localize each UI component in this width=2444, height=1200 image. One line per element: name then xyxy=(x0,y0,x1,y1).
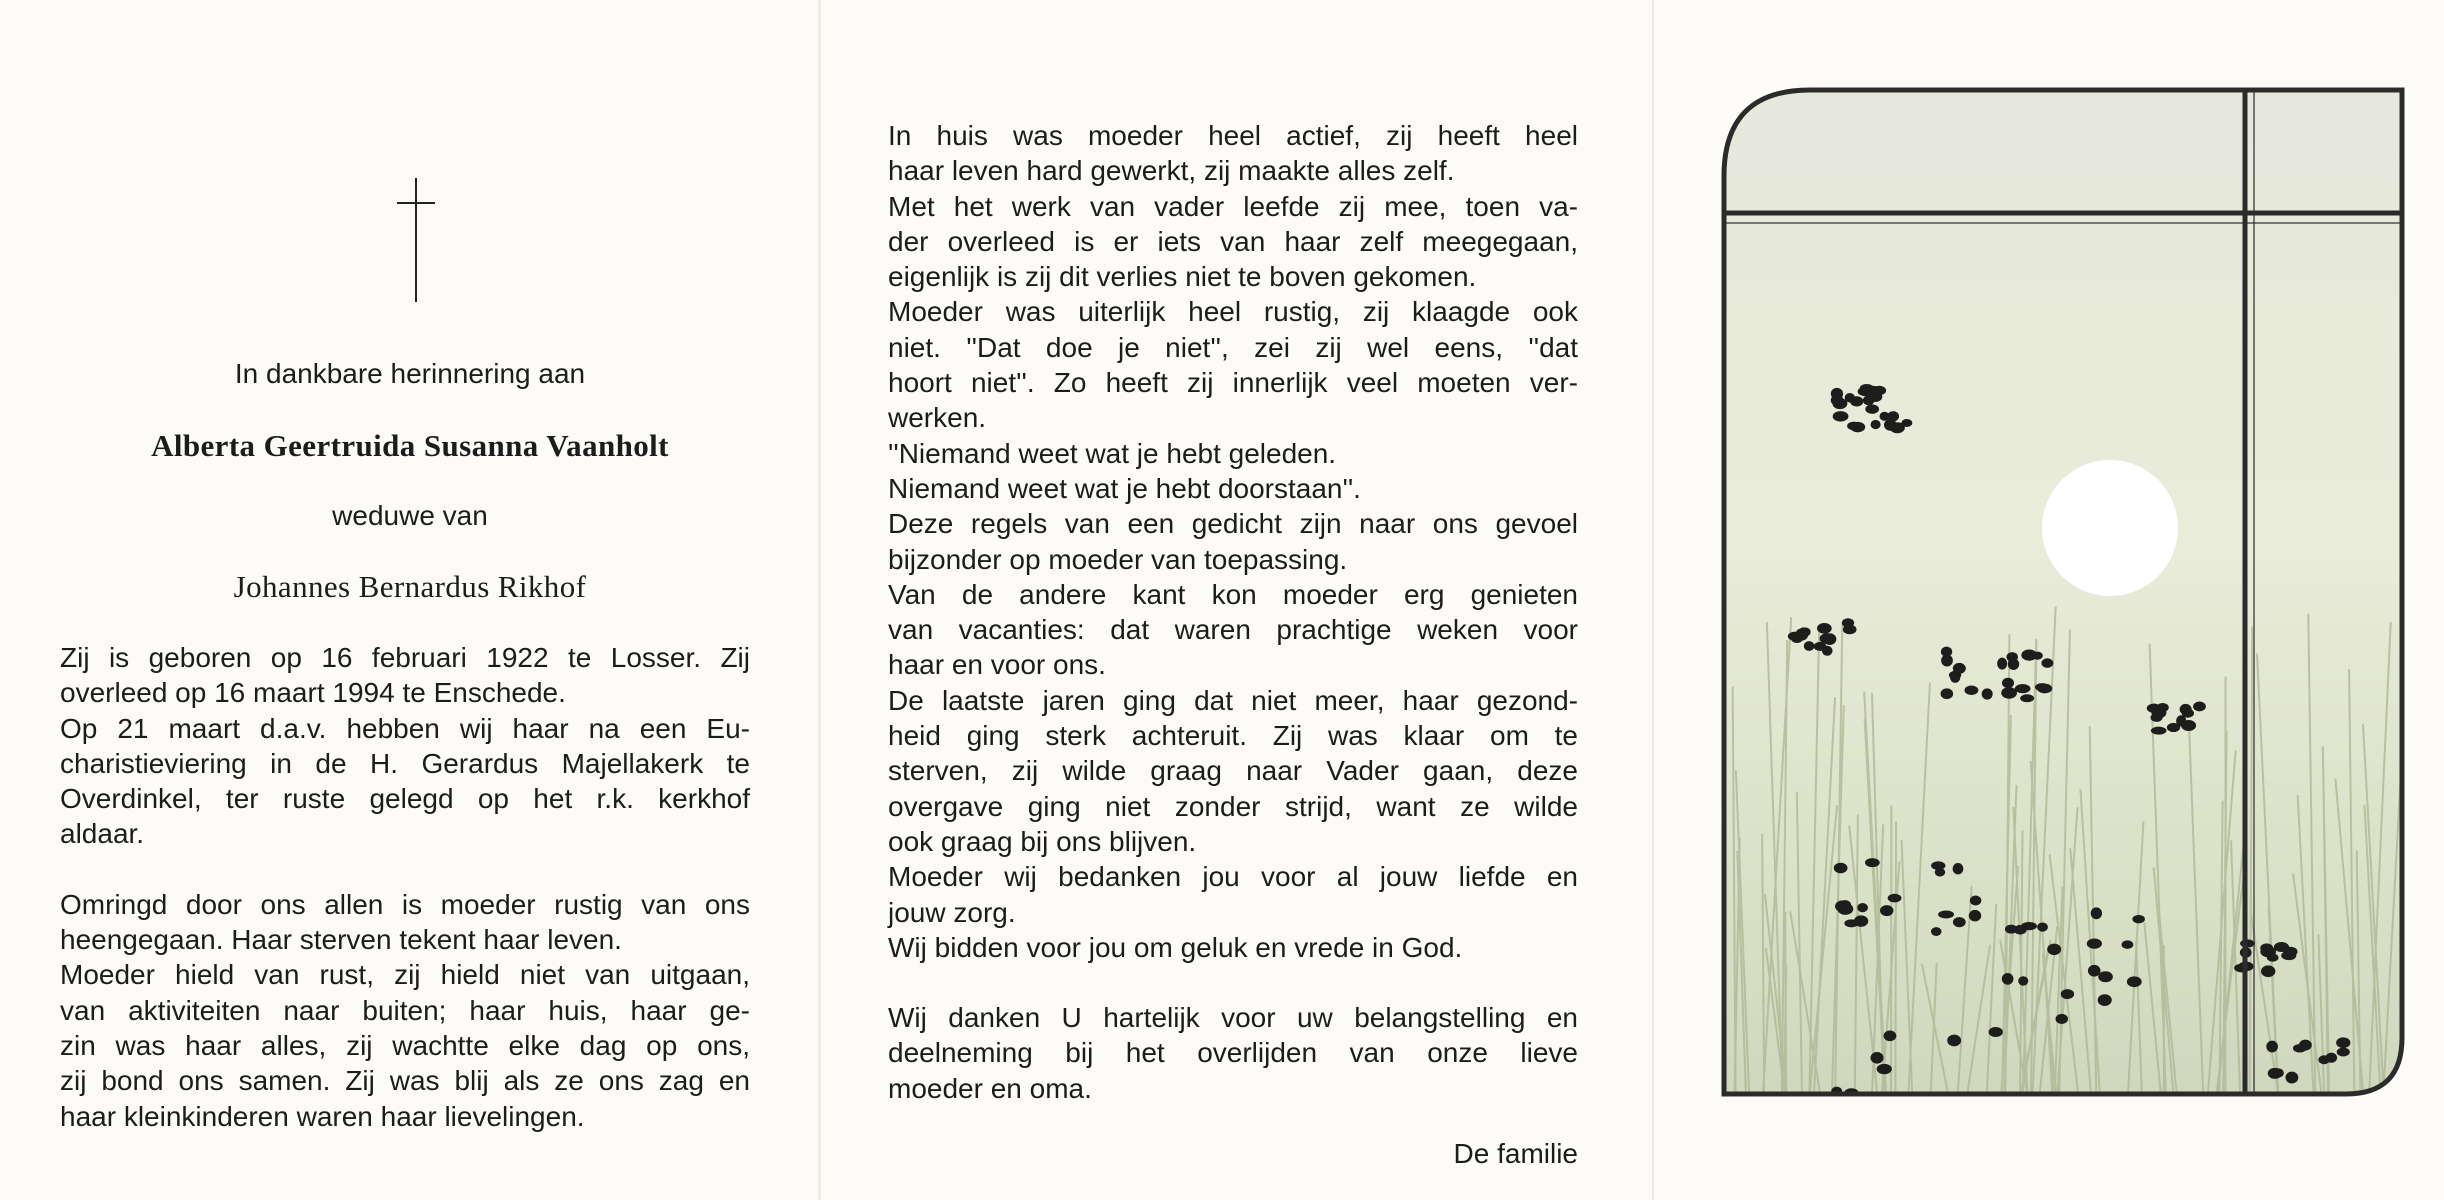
flower-dot xyxy=(2337,1048,2350,1057)
text-line: Wij bidden voor jou om geluk en vrede in God. xyxy=(888,931,1463,963)
flower-dot xyxy=(2132,915,2145,923)
fold-line xyxy=(818,0,821,1200)
text-line: Met het werk van vader leefde zij mee, toen va- xyxy=(888,190,1578,222)
flower-dot xyxy=(2087,938,2102,948)
flower-dot xyxy=(2283,951,2297,960)
flower-dot xyxy=(2318,1055,2329,1064)
paragraph-gap xyxy=(60,852,750,887)
flower-dot xyxy=(1844,919,1858,927)
flower-dot xyxy=(1997,658,2007,670)
text-line: Deze regels van een gedicht zijn naar ons gevoel xyxy=(888,508,1578,540)
flower-dot xyxy=(2149,704,2160,713)
text-line: Niemand weet wat je hebt doorstaan''. xyxy=(888,472,1361,504)
text-line: charistieviering in de H. Gerardus Majellakerk te xyxy=(60,747,750,779)
memorial-text xyxy=(888,118,1578,1106)
flower-dot xyxy=(2180,704,2192,715)
flower-dot xyxy=(1871,420,1881,429)
flower-dot xyxy=(1871,1052,1884,1064)
flower-dot xyxy=(1931,927,1942,936)
flower-dot xyxy=(1860,384,1874,392)
flower-dot xyxy=(2088,965,2101,977)
text-line: heid ging sterk achteruit. Zij was klaar om te xyxy=(888,720,1578,752)
text-line: zin was haar alles, zij wachtte elke dag op ons, xyxy=(60,1029,750,1061)
text-line: moeder en oma. xyxy=(888,1072,1092,1104)
flower-dot xyxy=(1842,618,1854,627)
flower-dot xyxy=(1791,633,1804,643)
flower-dot xyxy=(2098,971,2113,982)
text-line: van vacanties: dat waren prachtige weken voor xyxy=(888,614,1578,646)
flower-dot xyxy=(1969,910,1981,921)
flower-dot xyxy=(2122,940,2134,948)
flower-dot xyxy=(1970,896,1981,906)
flower-dot xyxy=(2037,922,2048,931)
text-line: niet. ''Dat doe je niet'', zei zij wel eens, ''dat xyxy=(888,331,1578,363)
flower-dot xyxy=(2151,713,2163,721)
text-line: Van de andere kant kon moeder erg genieten xyxy=(888,578,1578,610)
text-line: haar en voor ons. xyxy=(888,649,1106,681)
flower-dot xyxy=(2266,1041,2278,1053)
flower-dot xyxy=(2299,1040,2312,1051)
flower-dot xyxy=(2098,994,2112,1006)
text-line: overgave ging niet zonder strijd, want ze wilde xyxy=(888,790,1578,822)
moon xyxy=(2042,460,2178,596)
flower-dot xyxy=(1834,863,1848,874)
flower-dot xyxy=(2061,989,2074,999)
text-line: Zij is geboren op 16 februari 1922 te Losser. Zij xyxy=(60,642,750,673)
window-glass xyxy=(1710,78,2410,1112)
flower-dot xyxy=(1941,647,1952,657)
flower-dot xyxy=(2032,652,2043,660)
text-line: van aktiviteiten naar buiten; haar huis, haar ge- xyxy=(60,994,750,1026)
flower-dot xyxy=(1845,393,1855,402)
flower-dot xyxy=(1833,411,1849,421)
flower-dot xyxy=(2193,702,2206,712)
flower-dot xyxy=(1989,1027,2003,1037)
flower-dot xyxy=(1847,422,1861,431)
text-line: De laatste jaren ging dat niet meer, haar gezond- xyxy=(888,684,1578,716)
text-line: bijzonder op moeder van toepassing. xyxy=(888,543,1348,575)
flower-dot xyxy=(2272,1068,2283,1077)
text-line: Moeder hield van rust, zij hield niet van uitgaan, xyxy=(60,959,750,991)
flower-dot xyxy=(2047,944,2061,955)
flower-dot xyxy=(2336,1037,2350,1048)
text-line: sterven, zij wilde graag naar Vader gaan, deze xyxy=(888,755,1578,787)
biography-text xyxy=(60,640,750,1134)
text-line: zij bond ons samen. Zij was blij als ze ons zag en xyxy=(60,1065,750,1097)
flower-dot xyxy=(2285,1072,2298,1084)
text-line: haar leven hard gewerkt, zij maakte alles zelf. xyxy=(888,155,1455,187)
flower-dot xyxy=(2176,715,2186,726)
flower-dot xyxy=(1938,910,1954,918)
flower-dot xyxy=(1915,1108,1928,1112)
flower-dot xyxy=(2006,652,2018,662)
flower-dot xyxy=(1880,905,1893,916)
flower-dot xyxy=(2014,925,2027,935)
text-line: werken. xyxy=(888,402,987,434)
flower-dot xyxy=(1953,663,1966,674)
flower-window-illustration xyxy=(1710,78,2410,1112)
flower-dot xyxy=(2091,907,2102,919)
grass-blade xyxy=(1895,821,1896,1094)
text-line: ook graag bij ons blijven. xyxy=(888,825,1197,857)
flower-dot xyxy=(2041,658,2053,668)
intro-text: In dankbare herinnering aan xyxy=(234,358,586,389)
text-line: aldaar. xyxy=(60,818,145,850)
text-line: ''Niemand weet wat je hebt geleden. xyxy=(888,437,1337,469)
flower-dot xyxy=(1872,386,1886,395)
paragraph-gap xyxy=(888,965,1578,1000)
widow-of-label: weduwe van xyxy=(332,500,488,531)
flower-dot xyxy=(1888,894,1902,903)
spouse-name: Johannes Bernardus Rikhof xyxy=(233,569,587,604)
flower-dot xyxy=(1982,688,1993,699)
flower-dot xyxy=(1965,685,1979,695)
flower-dot xyxy=(1857,1104,1869,1112)
text-line: jouw zorg. xyxy=(888,896,1016,928)
flower-dot xyxy=(1804,641,1815,651)
grass-blade xyxy=(1785,912,1786,1094)
flower-dot xyxy=(1953,863,1964,874)
flower-dot xyxy=(2267,954,2279,962)
flower-dot xyxy=(1931,861,1945,870)
flower-dot xyxy=(2151,727,2167,735)
flower-dot xyxy=(2056,1014,2069,1024)
text-line: Op 21 maart d.a.v. hebben wij haar na een Eu- xyxy=(60,712,750,744)
flower-dot xyxy=(2127,976,2142,987)
flower-dot xyxy=(1890,422,1905,433)
text-line: Omringd door ons allen is moeder rustig van ons xyxy=(60,888,750,920)
flower-dot xyxy=(1877,1064,1892,1074)
text-line: In huis was moeder heel actief, zij heeft heel xyxy=(888,120,1578,151)
flower-dot xyxy=(2015,684,2031,693)
text-line: Overdinkel, ter ruste gelegd op het r.k. kerkhof xyxy=(60,783,750,815)
text-line: overleed op 16 maart 1994 te Enschede. xyxy=(60,677,566,709)
flower-dot xyxy=(1817,623,1832,634)
flower-dot xyxy=(1831,395,1844,406)
flower-dot xyxy=(1950,673,1960,683)
deceased-name: Alberta Geertruida Susanna Vaanholt xyxy=(151,428,669,463)
text-line: eigenlijk is zij dit verlies niet te boven gekomen. xyxy=(888,261,1477,293)
cross-icon xyxy=(415,178,417,302)
flower-dot xyxy=(2002,973,2014,985)
flower-dot xyxy=(2035,683,2049,691)
text-line: Moeder was uiterlijk heel rustig, zij klaagde ook xyxy=(888,296,1578,328)
flower-dot xyxy=(1884,1031,1897,1042)
signature: De familie xyxy=(1453,1138,1578,1169)
text-line: heengegaan. Haar sterven tekent haar leven. xyxy=(60,924,622,956)
flower-dot xyxy=(1953,917,1966,927)
flower-dot xyxy=(2018,976,2028,985)
flower-dot xyxy=(2234,964,2250,973)
flower-dot xyxy=(1857,903,1868,912)
text-line: der overleed is er iets van haar zelf meegegaan, xyxy=(888,225,1578,257)
flower-dot xyxy=(1879,412,1889,421)
flower-dot xyxy=(1837,903,1853,915)
text-line: Moeder wij bedanken jou voor al jouw liefde en xyxy=(888,861,1578,893)
flower-dot xyxy=(1865,858,1880,867)
flower-dot xyxy=(2020,694,2034,702)
text-line: deelneming bij het overlijden van onze lieve xyxy=(888,1037,1578,1069)
flower-dot xyxy=(2002,678,2014,689)
text-line: hoort niet''. Zo heeft zij innerlijk veel moeten ver- xyxy=(888,367,1578,399)
text-line: haar kleinkinderen waren haar lievelingen. xyxy=(60,1100,585,1132)
flower-dot xyxy=(1865,404,1879,414)
flower-dot xyxy=(1822,646,1833,656)
flower-dot xyxy=(1941,688,1954,699)
flower-dot xyxy=(2001,687,2017,699)
text-line: Wij danken U hartelijk voor uw belangstelling en xyxy=(888,1002,1578,1034)
flower-dot xyxy=(2261,965,2275,977)
flower-dot xyxy=(1947,1035,1961,1047)
